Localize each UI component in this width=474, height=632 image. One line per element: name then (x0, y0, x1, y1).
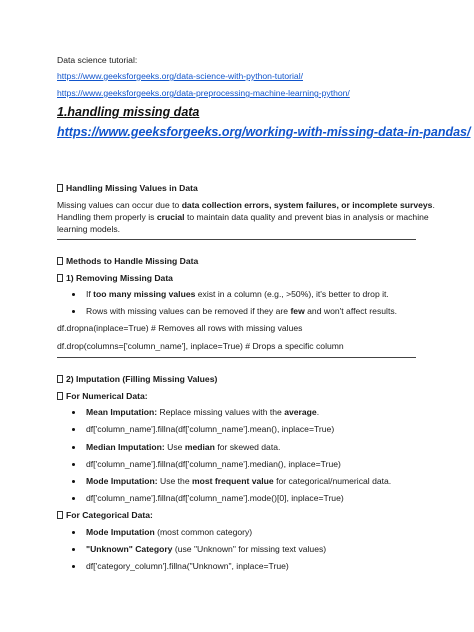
divider (57, 239, 416, 240)
emoji-placeholder-icon (57, 184, 63, 192)
emoji-placeholder-icon (57, 375, 63, 383)
code-dropna: df.dropna(inplace=True) # Removes all rows with missing values (57, 323, 303, 333)
bullet-icon (72, 548, 75, 551)
mode-bullet: Mode Imputation: Use the most frequent value for categorical/numerical data. (86, 476, 392, 486)
bullet-icon (72, 446, 75, 449)
missing-data-link[interactable]: https://www.geeksforgeeks.org/working-with-missing-data-in-pandas/ (57, 125, 471, 139)
intro-label: Data science tutorial: (57, 55, 138, 65)
median-code: df['column_name'].fillna(df['column_name'].median(), inplace=True) (86, 459, 341, 469)
emoji-placeholder-icon (57, 274, 63, 282)
median-bullet: Median Imputation: Use median for skewed data. (86, 442, 281, 452)
emoji-placeholder-icon (57, 392, 63, 400)
bullet-icon (72, 531, 75, 534)
code-drop: df.drop(columns=['column_name'], inplace=True) # Drops a specific column (57, 341, 344, 351)
tutorial-link[interactable]: https://www.geeksforgeeks.org/data-science-with-python-tutorial/ (57, 71, 303, 81)
bullet-icon (72, 428, 75, 431)
bullet-icon (72, 411, 75, 414)
handling-title-text: Handling Missing Values in Data (66, 183, 198, 193)
bullet-icon (72, 565, 75, 568)
mean-bullet: Mean Imputation: Replace missing values with the average. (86, 407, 320, 417)
bullet-icon (72, 463, 75, 466)
cat-mode-bullet: Mode Imputation (most common category) (86, 527, 253, 537)
numerical-title: For Numerical Data: (57, 390, 148, 402)
mean-code: df['column_name'].fillna(df['column_name'].mean(), inplace=True) (86, 424, 335, 434)
unknown-bullet: "Unknown" Category (use "Unknown" for missing text values) (86, 544, 327, 554)
bullet-icon (72, 310, 75, 313)
categorical-title: For Categorical Data: (57, 509, 153, 521)
divider (57, 357, 416, 358)
mode-code: df['column_name'].fillna(df['column_name'].mode()[0], inplace=True) (86, 493, 344, 503)
section-heading-text: 1.handling missing data (57, 105, 200, 119)
emoji-placeholder-icon (57, 257, 63, 265)
handling-line-3: learning models. (57, 224, 121, 234)
methods-title: Methods to Handle Missing Data (57, 255, 198, 267)
handling-line-1: Missing values can occur due to data collection errors, system failures, or incomplete surveys. (57, 200, 435, 210)
emoji-placeholder-icon (57, 511, 63, 519)
bullet-icon (72, 293, 75, 296)
handling-title (57, 182, 198, 194)
section-heading (57, 104, 199, 120)
cat-code: df['category_column'].fillna("Unknown", inplace=True) (86, 561, 289, 571)
bullet-icon (72, 497, 75, 500)
removing-bullet-2: Rows with missing values can be removed if they are few and won't affect results. (86, 306, 398, 316)
removing-bullet-1: If too many missing values exist in a column (e.g., >50%), it's better to drop it. (86, 289, 389, 299)
removing-subtitle: 1) Removing Missing Data (57, 272, 173, 284)
preprocessing-link[interactable]: https://www.geeksforgeeks.org/data-preprocessing-machine-learning-python/ (57, 88, 350, 98)
bullet-icon (72, 480, 75, 483)
imputation-title: 2) Imputation (Filling Missing Values) (57, 373, 217, 385)
handling-line-2: Handling them properly is crucial to maintain data quality and prevent bias in analysis or machine (57, 212, 429, 222)
